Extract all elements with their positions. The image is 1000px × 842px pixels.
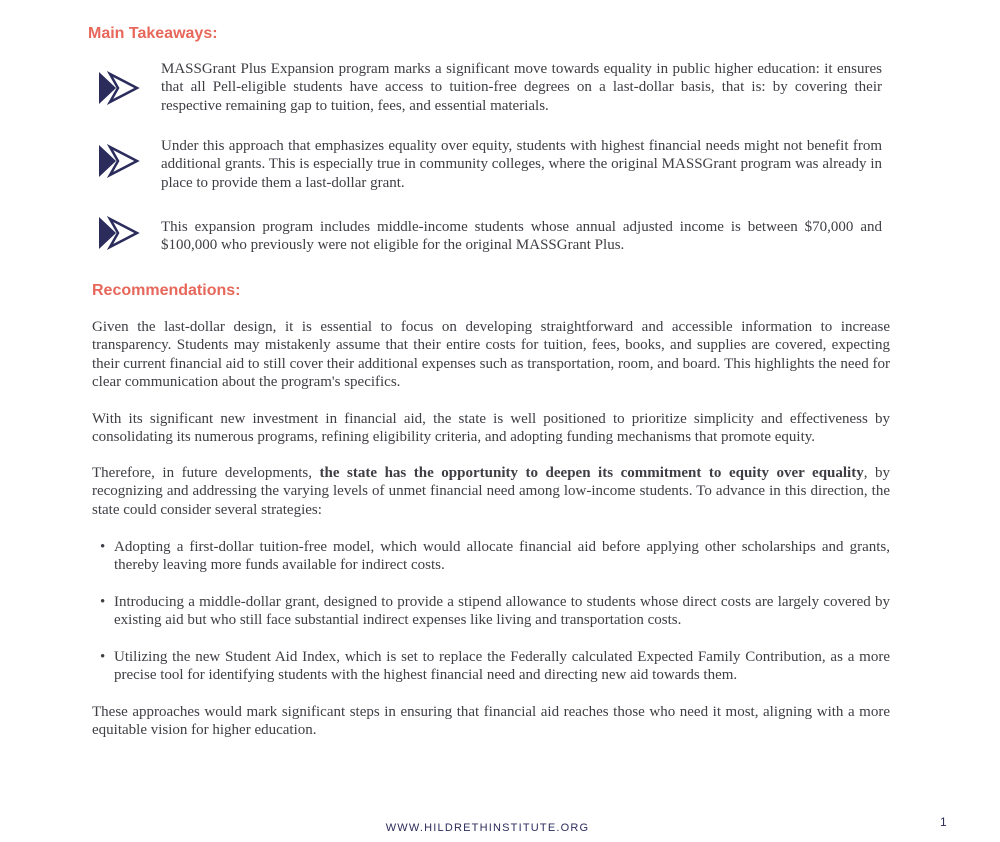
strategy-bullet-1: Adopting a first-dollar tuition-free model, which would allocate financial aid before applying other scholarships and grants, thereby leaving more funds available for indirect costs.	[114, 539, 890, 574]
strategy-bullet-2: Introducing a middle-dollar grant, designed to provide a stipend allowance to students whose direct costs are largely covered by existing aid but who still face substantial indirect expenses like living and transportation costs.	[114, 594, 890, 629]
paragraph-3-rest: , by recognizing and addressing the varying levels of unmet financial need among low-income students. To advance in this direction, the state could consider several strategies:	[92, 465, 890, 518]
closing-paragraph: These approaches would mark significant steps in ensuring that financial aid reaches those who need it most, aligning with a more equitable vision for higher education.	[92, 704, 890, 739]
footer-website-link[interactable]: WWW.HILDRETHINSTITUTE.ORG	[385, 822, 590, 834]
strategy-bullet-3: Utilizing the new Student Aid Index, which is set to replace the Federally calculated Expected Family Contribution, as a more precise tool for identifying students with the highest financial need and directing new aid towards them.	[114, 649, 890, 684]
double-arrow-icon	[98, 71, 142, 105]
paragraph-3-emphasis: the state has the opportunity to deepen its commitment to equity over equality	[319, 465, 864, 481]
recommendations-heading: Recommendations:	[92, 282, 241, 299]
bullet-marker: •	[100, 594, 106, 610]
recommendation-paragraph-2: With its significant new investment in financial aid, the state is well positioned to prioritize simplicity and effectiveness by consolidating its numerous programs, refining eligibility criteria, and adopting funding mechanisms that promote equity.	[92, 411, 890, 446]
recommendation-paragraph-1: Given the last-dollar design, it is essential to focus on developing straightforward and accessible information to increase transparency. Students may mistakenly assume that their entire costs for tuition, fees, books, and supplies are covered, expecting their current financial aid to still cover their additional expenses such as transportation, room, and board. This highlights the need for clear communication about the program's specifics.	[92, 319, 890, 390]
takeaway-3-text: This expansion program includes middle-income students whose annual adjusted income is between $70,000 and $100,000 who previously were not eligible for the original MASSGrant Plus.	[161, 219, 882, 254]
bullet-marker: •	[100, 649, 106, 665]
recommendation-paragraph-3	[92, 464, 890, 519]
paragraph-3-intro: Therefore, in future developments,	[92, 465, 320, 481]
takeaway-1-text: MASSGrant Plus Expansion program marks a significant move towards equality in public higher education: it ensures that all Pell-eligible students have access to tuition-free degrees on a last-dollar basis, that is: by covering their respective remaining gap to tuition, fees, and essential materials.	[161, 61, 882, 114]
page-number: 1	[940, 815, 947, 829]
double-arrow-icon	[98, 216, 142, 250]
bullet-marker: •	[100, 539, 106, 555]
double-arrow-icon	[98, 144, 142, 178]
main-takeaways-heading: Main Takeaways:	[88, 25, 218, 42]
takeaway-2-text: Under this approach that emphasizes equality over equity, students with highest financial needs might not benefit from additional grants. This is especially true in community colleges, where the original MASSGrant program was already in place to provide them a last-dollar grant.	[161, 138, 882, 191]
